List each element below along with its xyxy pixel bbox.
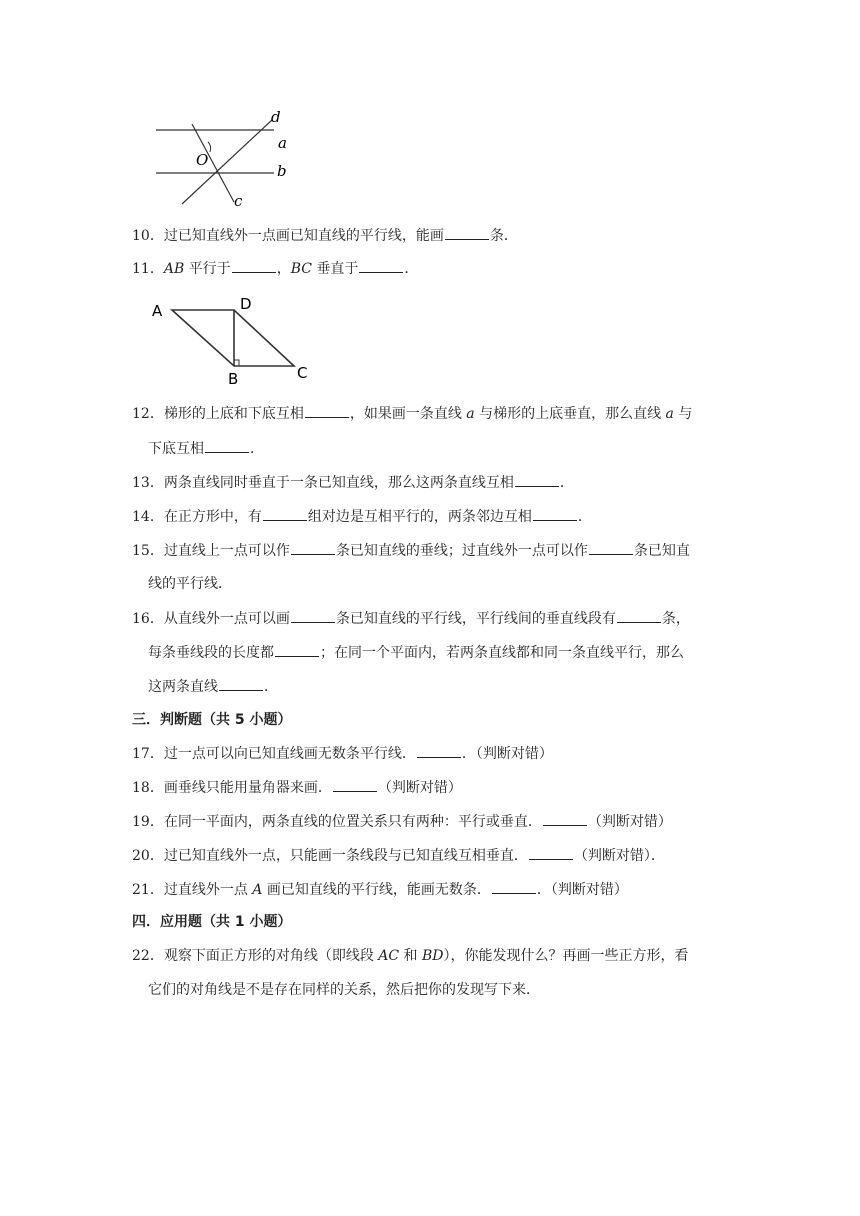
question-13: 13．两条直线同时垂直于一条已知直线，那么这两条直线互相 ．: [132, 472, 574, 493]
answer-blank[interactable]: [305, 403, 349, 418]
question-16-line-2: 每条垂线段的长度都 ；在同一个平面内，若两条直线都和同一条直线平行，那么: [148, 642, 684, 663]
label-c: c: [234, 192, 243, 210]
question-number: 13．: [132, 475, 164, 491]
answer-blank[interactable]: [359, 258, 403, 273]
question-19: 19．在同一平面内，两条直线的位置关系只有两种：平行或垂直． （判断对错）: [132, 811, 672, 832]
section-heading-judgment: 三．判断题（共 5 小题）: [132, 712, 292, 728]
question-22: 22．观察下面正方形的对角线（即线段 AC 和 BD），你能发现什么？再画一些正方形，看: [132, 948, 689, 964]
question-16: 16．从直线外一点可以画 条已知直线的平行线，平行线间的垂直线段有 条，: [132, 608, 690, 629]
quadrilateral-abcd: [172, 310, 294, 366]
label-A: A: [152, 302, 163, 320]
label-D: D: [240, 295, 252, 313]
question-number: 15．: [132, 543, 164, 559]
question-number: 10．: [132, 228, 164, 244]
question-number: 22．: [132, 948, 164, 964]
question-12-line-2: 下底互相 ．: [148, 438, 264, 459]
question-21: 21．过直线外一点 A 画已知直线的平行线，能画无数条． ．（判断对错）: [132, 879, 628, 900]
answer-blank[interactable]: [291, 608, 335, 623]
question-10: 10．过已知直线外一点画已知直线的平行线，能画 条．: [132, 225, 518, 246]
answer-blank[interactable]: [617, 608, 661, 623]
answer-blank[interactable]: [275, 642, 319, 657]
question-number: 11．: [132, 261, 164, 277]
question-14: 14．在正方形中，有 组对边是互相平行的，两条邻边互相 ．: [132, 506, 592, 527]
label-o: O: [196, 151, 209, 169]
label-a: a: [278, 134, 287, 152]
answer-blank[interactable]: [589, 540, 633, 555]
label-B: B: [228, 370, 239, 388]
question-15-line-2: 线的平行线．: [148, 576, 232, 592]
label-d: d: [271, 108, 281, 126]
section-heading-application: 四．应用题（共 1 小题）: [132, 914, 292, 930]
answer-blank[interactable]: [543, 811, 587, 826]
answer-blank[interactable]: [205, 438, 249, 453]
answer-blank[interactable]: [529, 845, 573, 860]
question-20: 20．过已知直线外一点，只能画一条线段与已知直线互相垂直． （判断对错）．: [132, 845, 665, 866]
question-number: 21．: [132, 882, 164, 898]
question-11: 11．AB 平行于 ，BC 垂直于 ．: [132, 258, 418, 279]
label-b: b: [277, 162, 287, 180]
figure-quadrilateral: [150, 292, 314, 388]
question-number: 14．: [132, 509, 164, 525]
label-C: C: [297, 364, 308, 382]
answer-blank[interactable]: [417, 743, 461, 758]
question-number: 20．: [132, 848, 164, 864]
question-number: 12．: [132, 406, 164, 422]
answer-blank[interactable]: [232, 258, 276, 273]
question-number: 19．: [132, 814, 164, 830]
question-18: 18．画垂线只能用量角器来画． （判断对错）: [132, 777, 462, 798]
question-number: 17．: [132, 746, 164, 762]
angle-mark: [208, 142, 211, 152]
question-15: 15．过直线上一点可以作 条已知直线的垂线；过直线外一点可以作 条已知直: [132, 540, 690, 561]
answer-blank[interactable]: [492, 879, 536, 894]
question-22-line-2: 它们的对角线是不是存在同样的关系，然后把你的发现写下来．: [148, 982, 540, 998]
question-12: 12．梯形的上底和下底互相 ，如果画一条直线 a 与梯形的上底垂直，那么直线 a 与: [132, 403, 692, 424]
question-16-line-3: 这两条直线 ．: [148, 676, 278, 697]
question-number: 16．: [132, 611, 164, 627]
question-17: 17．过一点可以向已知直线画无数条平行线． ．（判断对错）: [132, 743, 553, 764]
answer-blank[interactable]: [219, 676, 263, 691]
figure-parallel-lines: [150, 106, 300, 212]
answer-blank[interactable]: [515, 472, 559, 487]
answer-blank[interactable]: [333, 777, 377, 792]
answer-blank[interactable]: [263, 506, 307, 521]
answer-blank[interactable]: [533, 506, 577, 521]
question-number: 18．: [132, 780, 164, 796]
answer-blank[interactable]: [291, 540, 335, 555]
answer-blank[interactable]: [445, 225, 489, 240]
